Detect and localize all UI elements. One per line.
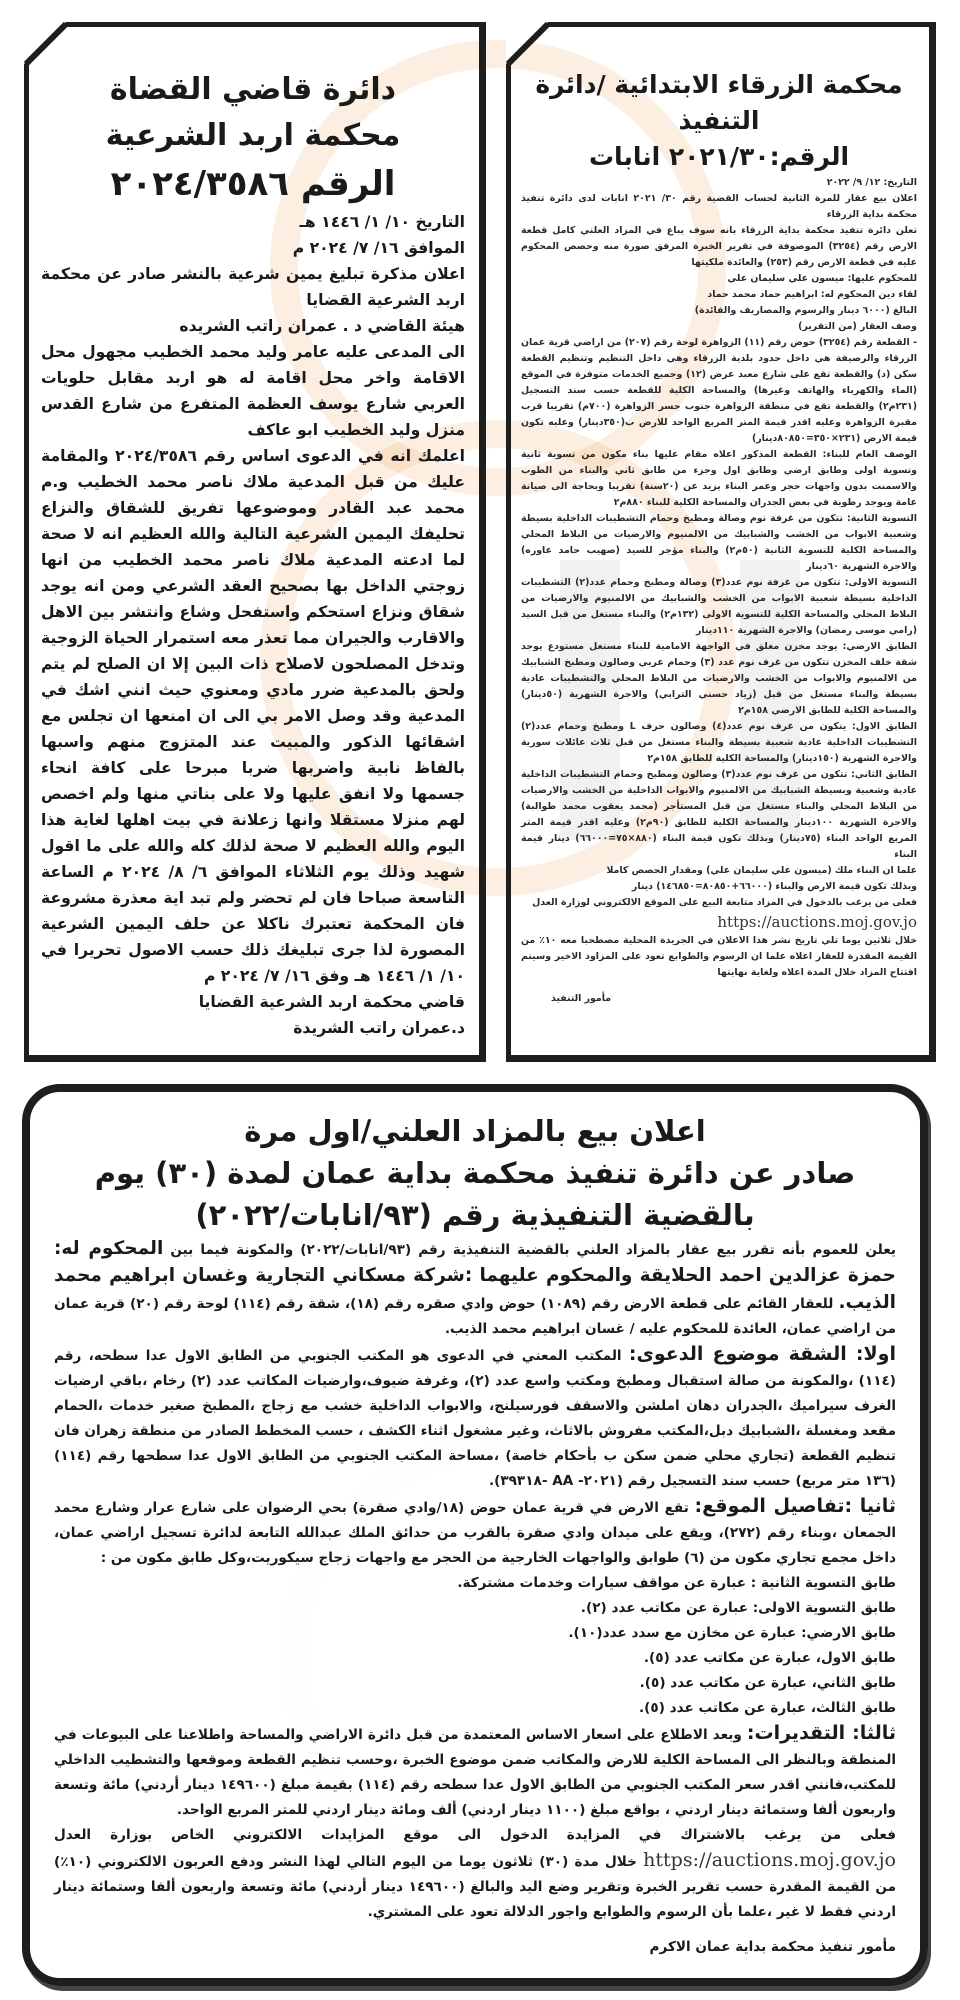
floor-item: طابق التسوية الثانية : عبارة عن مواقف سيارات وخدمات مشتركة. bbox=[457, 1575, 896, 1591]
section-location bbox=[54, 1494, 896, 1571]
participation-paragraph bbox=[54, 1823, 896, 1925]
notice-paragraph: تعلن دائرة تنفيذ محكمة بداية الزرقاء بانه سوف يباع في المزاد العلني كامل قطعة الارض رقم (٣٢٥٤) الموصوفة في تقرير الخبرة المرفق صورة منه وحصص المحكوم عليه في قطعة الارض رقم (٢٥٣) والعائدة ملكيتها bbox=[521, 225, 917, 268]
zarqa-court-notice bbox=[506, 22, 936, 1062]
floor-item: طابق التسوية الاولى: عبارة عن مكاتب عدد (٢). bbox=[580, 1600, 896, 1616]
notice-paragraph: الطابق الاول: يتكون من غرف نوم عدد(٤) وصالون حرف L ومطبخ وحمام عدد(٢) التشطيبات الداخلية عادية شعبية بسيطة والبناء مستغل من قبل ثلاث عائلات سورية والاجرة الشهرية (١٥٠دينار) والمساحة الكلية للطابق ١٥٨م٢ bbox=[521, 721, 917, 764]
notice-paragraph: الطابق الارضي: يوجد مخزن مغلق في الواجهة الامامية للبناء مستغل مستودع يوجد شقة خلف المخزن تتكون من غرف نوم عدد (٣) وحمام عربي وصالون ومطبخ الشبابيك من الالمنيوم والابواب من الخشب والارضيات من البلاط المحلي والتشطيبات عادية بسيطة والبناء مستغل من قبل (زياد حسني الترابي) والاجرة الشهرية (٥٠دينار) والمساحة الكلية للطابق الارضي ١٥٨م٢ bbox=[521, 641, 917, 716]
intro-text: يعلن للعموم بأنه تقرر بيع عقار بالمزاد العلني بالقضية التنفيذية رقم (٩٣/انابات/٢٠٢٢) والمكونة فيما بين bbox=[170, 1242, 896, 1258]
notice-paragraph: فعلى من يرغب بالدخول في المزاد متابعة البيع على الموقع الالكتروني لوزارة العدل bbox=[532, 897, 917, 908]
notice-paragraph: للمحكوم عليها: ميسون علي سليمان علي bbox=[727, 273, 917, 284]
section-label: اولا: الشقة موضوع الدعوى: bbox=[628, 1343, 896, 1365]
section-text: تقع الارض في قرية عمان حوض (١٨/وادي صقرة) بحي الرضوان على شارع عرار وشارع محمد الجمعان ،وبناء رقم (٢٧٢)، ويقع على ميدان وادي صقرة بالقرب من حدائق الملك عبدالله التابعة لدائرة تسجيل اراضي عمان، داخل مجمع تجاري مكون من (٦) طوابق والواجهات الخارجية من الحجر مع واجهات زجاج سيكوريت،وكل طابق مكون من : bbox=[54, 1500, 896, 1566]
judge-panel: هيئة القاضي د . عمران راتب الشريده bbox=[179, 317, 465, 335]
section-text: المكتب المعني في الدعوى هو المكتب الجنوبي من الطابق الاول عدا سطحه، رقم (١١٤) ،والمكونة من صالة استقبال ومطبخ ومكتب واسع عدد (٢)، وغرفة ضيوف،وارضيات المكاتب عدد (٢) رخام ،باقي ارضيات الغرف سيراميك ،الجدران دهان املشن والاسقف فورسيلنج، والابواب الداخلية خشب مع زجاج ،المطبخ صغير خدمات ،الحمام مقعد ومغسلة ،الشبابيك دبل،المكتب مفروش بالاثاث، وغير مشغول اثناء الكشف ، حسب المخطط الصادر من منطقة زهران فان تنظيم القطعة (تجاري محلي ضمن سكن ب بأحكام خاصة) ،مساحة المكتب الجنوبي من الطابق الاول عدا سطحها رقم (١١٤) (١٣٦ متر مربع) حسب سند التسجيل رقم (٢٠٢١- AA -٣٩٣١٨). bbox=[54, 1348, 897, 1489]
sharia-court-notice bbox=[24, 22, 486, 1062]
notice-paragraph: البالغ (٦٠٠٠ دينار والرسوم والمصاريف والفائدة) bbox=[694, 305, 917, 316]
notice-paragraph: الوصف العام للبناء: القطعة المذكور اعلاه مقام عليها بناء مكون من تسوية ثانية وتسوية اولى وطابق ارضي وطابق اول وجزء من طابق ثاني والبناء من الطوب والاسمنت بدون واجهات حجر وعمر البناء يزيد عن (٢٠سنة) تقريبا وبحاجة الى صيانة عامة ويوجد رطوبة في بعض الجدران والمساحة الكلية للبناء ٨٨٠م٢ bbox=[521, 449, 917, 508]
signature: مأمور تنفيذ محكمة بداية عمان الاكرم bbox=[649, 1939, 896, 1955]
signature-title: قاضي محكمة اربد الشرعية القضايا bbox=[198, 993, 465, 1011]
notice-title: اعلان بيع بالمزاد العلني/اول مرة bbox=[244, 1114, 706, 1148]
addressee: الى المدعى عليه عامر وليد محمد الخطيب مجهول محل الاقامة واخر محل اقامة له هو اربد مقابل حلويات العربي شارع يوسف العظمة المتفرع من شارع القدس منزل وليد الخطيب ابو عاكف bbox=[41, 343, 465, 439]
notice-body: اعلمك انه في الدعوى اساس رقم ٢٠٢٤/٣٥٨٦ والمقامة عليك من قبل المدعية ملاك ناصر محمد الخطيب و.م محمد عبد القادر وموضوعها تفريق للشقاق والنزاع تحليفك اليمين الشرعية التالية والله العظيم انه لا صحة لما ادعته المدعية ملاك ناصر محمد الخطيب من انها زوجتي الداخل بها بصحيح العقد الشرعي ومن انه يوجد شقاق ونزاع استحكم واستفحل وشاع وانتشر بين الاهل والاقارب والجيران مما تعذر معه استمرار الحياة الزوجية وتدخل المصلحون لاصلاح ذات البين إلا ان الصلح لم يتم ولحق بالمدعية ضرر مادي ومعنوي حيث انني اشك في المدعية وقد وصل الامر بي الى ان امنعها ان تجلس مع اشقائها الذكور والمبيت عند المتزوج منهم واسبها بالفاظ نابية واضربها ضربا مبرحا على كافة انحاء جسمها ولا انفق عليها ولا على بناتي منها ولم اخصص لهم منزلا مستقلا وانها زعلانة في بيت اهلها لغاية هذا اليوم والله العظيم لا صحة لذلك كله والله على ما اقول شهيد وذلك يوم الثلاثاء الموافق ٦/ ٨/ ٢٠٢٤ م الساعة التاسعة صباحا فان لم تحضر ولم تبد اية معذرة مشروعة فان المحكمة تعتبرك ناكلا عن حلف اليمين الشرعية المصورة لذا جرى تبليغك ذلك حسب الاصول تحريرا في ١٠/ ١/ ١٤٤٦ هـ وفق ١٦/ ٧/ ٢٠٢٤ م bbox=[41, 447, 466, 985]
notice-paragraph: الطابق الثاني: تتكون من غرف نوم عدد(٣) وصالون ومطبخ وحمام التشطيبات الداخلية عادية وشعبية وبسيطة الشبابيك من الالمنيوم والابواب الداخلية من الخشب والارضيات من البلاط المحلي والبناء مستغل من قبل المستأجر (محمد يعقوب محمد طوالبة) والاجرة الشهرية ١٠٠دينار والمساحة الكلية للطابق (٩٠م٢) وعليه اقدر قيمة المتر المربع الواحد البناء (٧٥دينار) وبذلك تكون قيمة البناء (٨٨٠×٧٥=٦٦٠٠٠) دينار قيمة البناء bbox=[521, 769, 917, 860]
notice-paragraph: لقاء دين المحكوم له: ابراهيم حماد محمد حماد bbox=[707, 289, 917, 300]
floor-item: طابق الثالث، عبارة عن مكاتب عدد (٥). bbox=[639, 1700, 896, 1716]
section-label: ثانيا :تفاصيل الموقع: bbox=[694, 1495, 897, 1517]
notice-paragraph: التسوية الثانية: تتكون من غرفة نوم وصالة ومطبخ وحمام التشطيبات الداخلية بسيطة وشعبية الابواب من الخشب والشبابيك من الالمنيوم والارضيات من البلاط المحلي والمساحة الكلية للتسوية الثانية (٥٠م٢) والبناء مؤجر للسيد (صهيب حامد عاوره) والاجرة الشهرية ٦٠دينار bbox=[521, 513, 918, 572]
signature-name: د.عمران راتب الشريدة bbox=[293, 1019, 465, 1037]
amman-auction-notice bbox=[22, 1084, 928, 1986]
notice-paragraph: التاريخ: ١٢/ ٩/ ٢٠٢٢ bbox=[826, 177, 917, 188]
auctions-link[interactable]: https://auctions.moj.gov.jo bbox=[643, 1849, 897, 1871]
property-text: للعقار القائم على قطعة الارض رقم (١٠٨٩) حوض وادي صقره رقم (١٨)، شقة رقم (١١٤) لوحة رقم (٢٠) قرية عمان من اراضي عمان، العائدة للمحكوم عليه / غسان ابراهيم محمد الذيب. bbox=[54, 1296, 896, 1337]
participation-text: فعلى من يرغب بالاشتراك في المزايدة الدخول الى موقع المزايدات الالكتروني الخاص بوزارة العدل bbox=[54, 1827, 896, 1843]
notice-paragraph: وصف العقار (من التقرير) bbox=[798, 321, 917, 332]
section-valuation bbox=[54, 1721, 896, 1823]
notice-paragraph: وبذلك تكون قيمة الارض والبناء (٦٦٠٠٠+٨٠٨٥٠=١٤٦٨٥٠) دينار bbox=[631, 881, 917, 892]
floor-item: طابق الثاني، عبارة عن مكاتب عدد (٥). bbox=[639, 1675, 896, 1691]
intro-label: المحكوم له: bbox=[54, 1238, 164, 1259]
notice-paragraph: - القطعة رقم (٣٢٥٤) حوض رقم (١١) الزواهرة لوحة رقم (٢٠٧) من اراضي قرية عمان الزرقاء والرصيفة هي داخل حدود بلدية الزرقاء وهي داخل التنظيم وتنظيم القطعة سكن (د) والقطعة تقع على شارع معبد عرض (١٢) وجميع الخدمات متوفرة في الموقع (الماء والكهرباء والهاتف وغيرها) والمساحة الكلية للقطعة حسب سند التسجيل (٢٣١م٢) والقطعة تقع في منطقة الزواهرة جنوب جسر الزواهرة (٧٠٠م) تقريبا قرب مقبرة الزواهرة وعليه اقدر قيمة المتر المربع الواحد للارض ب(٣٥٠دينار) وعليه تكون قيمة الارض (٢٣١×٣٥٠=٨٠٨٥٠دينار) bbox=[521, 337, 918, 444]
notice-subject: اعلان مذكرة تبليغ يمين شرعية بالنشر صادر عن محكمة اربد الشرعية القضايا bbox=[41, 265, 465, 309]
notice-subtitle: صادر عن دائرة تنفيذ محكمة بداية عمان لمدة (٣٠) يوم bbox=[94, 1156, 856, 1190]
case-number: الرقم ٢٠٢٤/٣٥٨٦ bbox=[110, 164, 396, 204]
section-text: وبعد الاطلاع على اسعار الاساس المعتمدة من قبل دائرة الاراضي والمساحة واطلاعنا على البيوعات في المنطقة وبالنظر الى المساحة الكلية للارض والمكاتب ضمن موضوع الخبرة ،وحسب تنظيم القطعة وموقعها والتشطيب الداخلي للمكتب،فانني اقدر سعر المكتب الجنوبي من الطابق الاول عدا سطحه رقم (١١٤) بقيمة مبلغ (١٤٩٦٠٠ دينار أردني) مائة وتسعة واربعون ألفا وستمائة دينار اردني ، بواقع مبلغ (١١٠٠ دينار اردني) ألف ومائة دينار اردني للمتر المربع الواحد. bbox=[54, 1727, 896, 1818]
notice-subtitle: محكمة اربد الشرعية bbox=[105, 118, 401, 153]
date-gregorian: الموافق ١٦/ ٧/ ٢٠٢٤ م bbox=[292, 239, 465, 257]
intro-paragraph bbox=[54, 1236, 896, 1342]
date-hijri: التاريخ ١٠/ ١/ ١٤٤٦ هـ bbox=[299, 213, 465, 231]
notice-closing: خلال ثلاثين يوما تلي تاريخ نشر هذا الاعلان في الجريدة المحلية مصطحبا معه ١٠٪ من القيمة المقدرة للعقار اعلاه علما ان الرسوم والطوابع تعود على المزاود الاخير وسيتم افتتاح المزاد خلال المدة اعلاه ولغاية نهايتها bbox=[521, 935, 917, 978]
notice-paragraph: اعلان بيع عقار للمرة الثانية لحساب القضية رقم ٣٠/ ٢٠٢١ انابات لدى دائرة تنفيذ محكمة بداية الزرقاء bbox=[521, 193, 918, 220]
notice-title: دائرة قاضي القضاة bbox=[109, 72, 397, 107]
parties: حمزة عزالدين احمد الحلايقة والمحكوم عليهما :شركة مسكاني التجارية وغسان ابراهيم محمد الذيب. bbox=[54, 1265, 897, 1313]
section-apartment bbox=[54, 1342, 896, 1494]
notice-title: محكمة الزرقاء الابتدائية /دائرة التنفيذ bbox=[535, 70, 903, 135]
signature: مأمور التنفيذ bbox=[551, 993, 612, 1004]
notice-paragraph: التسوية الاولى: تتكون من غرفة نوم عدد(٣) وصالة ومطبخ وحمام عدد(٢) التشطيبات الداخلية بسيطة شعبية الابواب من الخشب والشبابيك من الالمنيوم والارضيات من البلاط المحلي والمساحة الكلية للتسوية الاولى (١٣٢م٢) والبناء مستغل من قبل السيد (رامي موسى رمضان) والاجرة الشهرية ١١٠دينار bbox=[521, 577, 917, 636]
notice-paragraph: علما ان البناء ملك (ميسون علي سليمان علي) ومقدار الحصص كاملا bbox=[606, 865, 917, 876]
section-label: ثالثا: التقديرات: bbox=[746, 1722, 896, 1744]
auctions-link[interactable]: https://auctions.moj.gov.jo bbox=[717, 913, 917, 931]
floor-item: طابق الارضي: عبارة عن مخازن مع سدد عدد(١٠). bbox=[568, 1625, 896, 1641]
case-number: بالقضية التنفيذية رقم (٩٣/انابات/٢٠٢٢) bbox=[195, 1198, 755, 1232]
floor-item: طابق الاول، عبارة عن مكاتب عدد (٥). bbox=[643, 1650, 896, 1666]
case-number: الرقم:٢٠٢١/٣٠ انابات bbox=[588, 142, 850, 171]
participation-text-2: خلال مدة (٣٠) ثلاثون يوما من اليوم التالي لهذا النشر ودفع العربون الالكتروني (١٠٪) من القيمة المقدرة حسب تقرير الخبرة وتقرير وضع اليد والبالغ (١٤٩٦٠٠ دينار أردني) مائة وتسعة واربعون ألفا وستمائة دينار اردني فقط لا غير ،علما بأن الرسوم والطوابع واجور الدلالة تعود على المشتري. bbox=[54, 1854, 897, 1920]
